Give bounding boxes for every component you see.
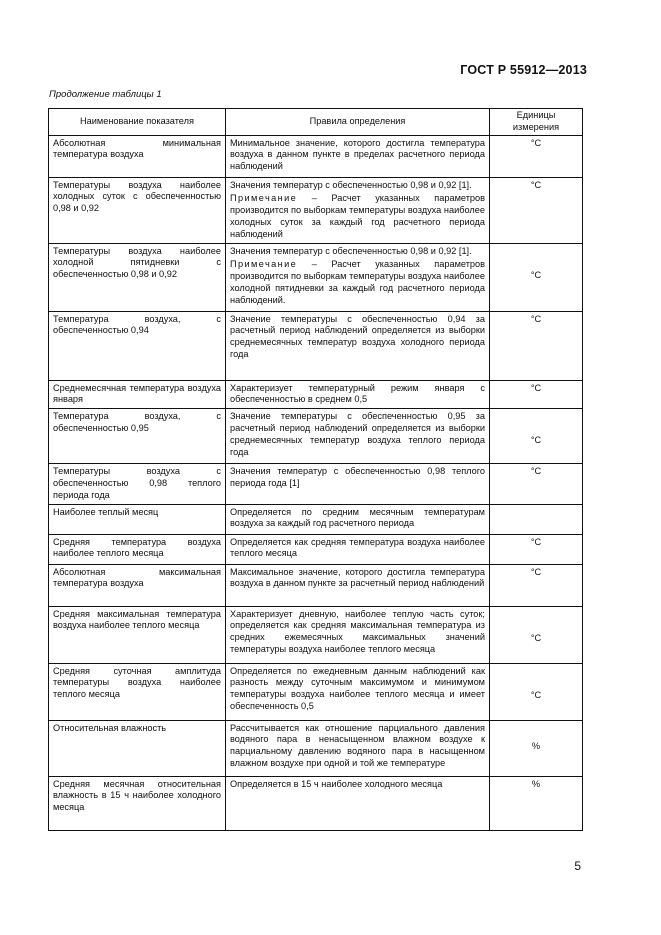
note-text: – Расчет указанных параметров производится по выборкам температуры воздуха наиболее холодной пятидневки за каждый год расчетного периода наблюдений. [230,259,485,305]
determination-rule-cell [226,409,490,464]
table-row [49,135,583,177]
table-row [49,409,583,464]
determination-rule-cell [226,243,490,311]
parameter-name: Средняя максимальная температура воздуха наиболее теплого месяца [49,606,226,663]
determination-rule-cell [226,606,490,663]
page-number: 5 [574,859,581,873]
table-body [49,135,583,830]
note-label: Примечание [230,259,298,270]
determination-rule-cell [226,311,490,380]
table-row [49,380,583,409]
table-caption: Продолжение таблицы 1 [49,89,162,100]
unit-of-measure: °С [490,534,583,564]
determination-rule-cell [226,177,490,243]
determination-rule: Минимальное значение, которого достигла температура воздуха в данном пункте в пределах расчетного периода наблюдений [230,137,485,172]
column-header-unit: Единицы измерения [490,109,583,136]
parameters-table [48,108,583,831]
parameter-name: Средняя месячная относительная влажность в 15 ч наиболее холодного месяца [49,776,226,830]
parameter-name: Температуры воздуха наиболее холодных суток с обеспеченностью 0,98 и 0,92 [49,177,226,243]
parameter-name: Среднемесячная температура воздуха января [49,380,226,409]
determination-rule: Максимальное значение, которого достигла температура воздуха в данном пункте за расчетный период наблюдений [230,566,485,589]
determination-rule-cell [226,135,490,177]
unit-of-measure: % [490,776,583,830]
rule-note [230,193,485,240]
parameter-name: Абсолютная минимальная температура воздуха [49,135,226,177]
unit-of-measure: °С [490,243,583,311]
column-header-name: Наименование показателя [49,109,226,136]
table-row [49,564,583,606]
determination-rule: Значение температуры с обеспеченностью 0,95 за расчетный период наблюдений определяется из выборки среднемесячных температур воздуха теплого периода года [230,411,485,457]
determination-rule: Характеризует температурный режим января с обеспеченностью в среднем 0,5 [230,382,485,405]
parameter-name: Абсолютная максимальная температура воздуха [49,564,226,606]
determination-rule-cell [226,464,490,504]
unit-of-measure: °С [490,177,583,243]
determination-rule: Определяется по средним месячным температурам воздуха за каждый год расчетного периода [230,506,485,529]
parameter-name: Относительная влажность [49,720,226,776]
determination-rule: Характеризует дневную, наиболее теплую часть суток; определяется как средняя максимальная температура из средних ежемесячных максимальных значений температуры воздуха наиболее теплого месяца [230,608,485,654]
parameter-name: Средняя температура воздуха наиболее теплого месяца [49,534,226,564]
table-row [49,663,583,720]
rule-note [230,259,485,306]
note-label: Примечание [230,193,298,204]
table-row [49,177,583,243]
table-row [49,606,583,663]
determination-rule-cell [226,534,490,564]
table-row [49,534,583,564]
determination-rule: Определяется по ежедневным данным наблюдений как разность между суточным максимумом и минимумом температуры воздуха наиболее теплого месяца и имеет обеспеченность 0,5 [230,665,485,711]
determination-rule-cell [226,776,490,830]
parameter-name: Температура воздуха, с обеспеченностью 0,95 [49,409,226,464]
table-row [49,720,583,776]
table-header-row [49,109,583,136]
unit-of-measure: °С [490,409,583,464]
table-row [49,243,583,311]
unit-of-measure: °С [490,564,583,606]
unit-of-measure: °С [490,380,583,409]
table-row [49,464,583,504]
unit-of-measure: °С [490,135,583,177]
parameter-name: Наиболее теплый месяц [49,504,226,534]
standard-code: ГОСТ Р 55912—2013 [460,63,587,77]
parameter-name: Средняя суточная амплитуда температуры воздуха наиболее теплого месяца [49,663,226,720]
determination-rule: Значения температур с обеспеченностью 0,98 и 0,92 [1]. [230,245,472,256]
determination-rule-cell [226,720,490,776]
unit-of-measure [490,504,583,534]
determination-rule: Определяется как средняя температура воздуха наиболее теплого месяца [230,536,485,559]
table-row [49,311,583,380]
determination-rule-cell [226,564,490,606]
parameter-name: Температуры воздуха с обеспеченностью 0,98 теплого периода года [49,464,226,504]
determination-rule-cell [226,663,490,720]
table-row [49,776,583,830]
determination-rule: Значения температур с обеспеченностью 0,98 и 0,92 [1]. [230,179,472,190]
table-row [49,504,583,534]
note-text: – Расчет указанных параметров производится по выборкам температуры воздуха наиболее холодных суток за каждый год расчетного периода наблюдений [230,193,485,239]
unit-of-measure: °С [490,464,583,504]
determination-rule: Определяется в 15 ч наиболее холодного месяца [230,778,443,789]
determination-rule: Рассчитывается как отношение парциального давления водяного пара в ненасыщенном влажном воздухе к парциальному давлению водяного пара в насыщенном влажном воздухе при одной и той же температуре [230,722,485,768]
determination-rule-cell [226,504,490,534]
unit-of-measure: % [490,720,583,776]
determination-rule: Значения температур с обеспеченностью 0,98 теплого периода года [1] [230,466,485,488]
parameter-name: Температура воздуха, с обеспеченностью 0,94 [49,311,226,380]
unit-of-measure: °С [490,606,583,663]
determination-rule-cell [226,380,490,409]
determination-rule: Значение температуры с обеспеченностью 0,94 за расчетный период наблюдений определяется из выборки среднемесячных температур воздуха холодного периода года [230,313,485,359]
column-header-rule: Правила определения [226,109,490,136]
parameter-name: Температуры воздуха наиболее холодной пятидневки с обеспеченностью 0,98 и 0,92 [49,243,226,311]
unit-of-measure: °С [490,663,583,720]
unit-of-measure: °С [490,311,583,380]
